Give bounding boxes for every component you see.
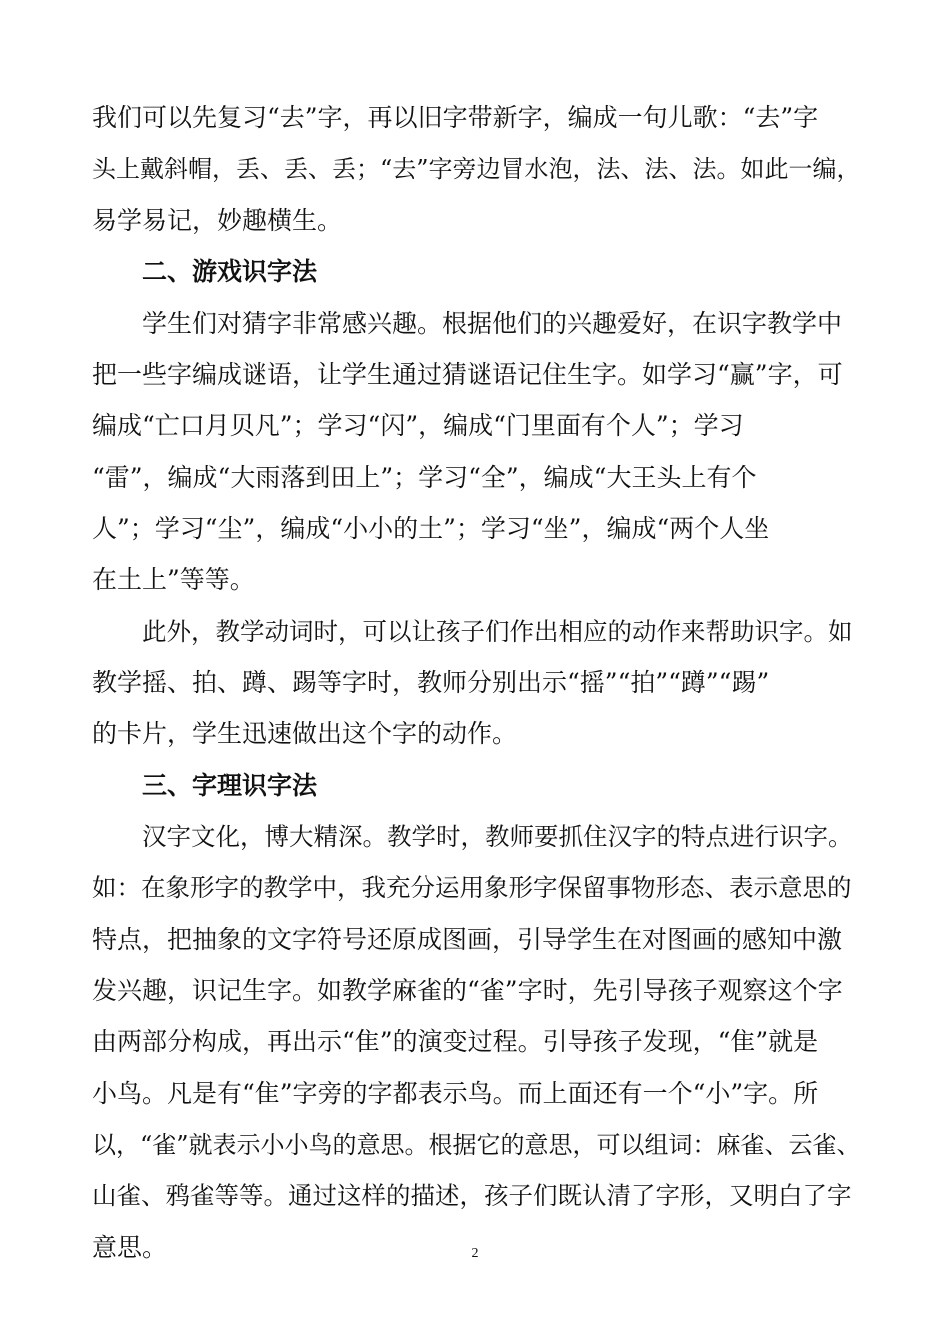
paragraph-line: 易学易记，妙趣横生。 [92, 206, 343, 235]
paragraph-line: 在土上”等等。 [92, 565, 255, 594]
paragraph-line: 意思。 [92, 1233, 168, 1262]
page-number: 2 [471, 1246, 479, 1261]
paragraph-line: 山雀、鸦雀等等。通过这样的描述，孩子们既认清了字形，又明白了字 [92, 1181, 852, 1210]
section-heading-character-logic: 三、字理识字法 [142, 771, 318, 800]
paragraph-line: 学生们对猜字非常感兴趣。根据他们的兴趣爱好，在识字教学中 [142, 309, 843, 338]
paragraph-line: 特点，把抽象的文字符号还原成图画，引导学生在对图画的感知中激 [92, 925, 843, 954]
paragraph-line: 如：在象形字的教学中，我充分运用象形字保留事物形态、表示意思的 [92, 873, 852, 902]
paragraph-line: 由两部分构成，再出示“隹”的演变过程。引导孩子发现，“隹”就是 [92, 1027, 819, 1056]
paragraph-line: 头上戴斜帽，丢、丢、丢；“去”字旁边冒水泡，法、法、法。如此一编， [92, 155, 861, 183]
section-heading-games: 二、游戏识字法 [142, 257, 318, 286]
paragraph-line: 的卡片，学生迅速做出这个字的动作。 [92, 719, 518, 748]
paragraph-line: 汉字文化，博大精深。教学时，教师要抓住汉字的特点进行识字。 [142, 822, 853, 851]
paragraph-line: 发兴趣，识记生字。如教学麻雀的“雀”字时，先引导孩子观察这个字 [92, 976, 843, 1005]
paragraph-line: 把一些字编成谜语，让学生通过猜谜语记住生字。如学习“赢”字，可 [92, 360, 843, 389]
paragraph-line: 此外，教学动词时，可以让孩子们作出相应的动作来帮助识字。如 [142, 617, 853, 646]
paragraph-line: 我们可以先复习“去”字，再以旧字带新字，编成一句儿歌：“去”字 [92, 103, 819, 132]
paragraph-line: 人”；学习“尘”，编成“小小的土”；学习“坐”，编成“两个人坐 [92, 514, 770, 543]
paragraph-line: “雷”，编成“大雨落到田上”；学习“全”，编成“大王头上有个 [92, 463, 757, 492]
paragraph-line: 小鸟。凡是有“隹”字旁的字都表示鸟。而上面还有一个“小”字。所 [92, 1079, 819, 1108]
paragraph-line: 以，“雀”就表示小小鸟的意思。根据它的意思，可以组词：麻雀、云雀、 [92, 1131, 861, 1159]
paragraph-line: 教学摇、拍、蹲、踢等字时，教师分别出示“摇”“拍”“蹲”“踢” [92, 668, 770, 697]
paragraph-line: 编成“亡口月贝凡”；学习“闪”，编成“门里面有个人”；学习 [92, 411, 744, 440]
